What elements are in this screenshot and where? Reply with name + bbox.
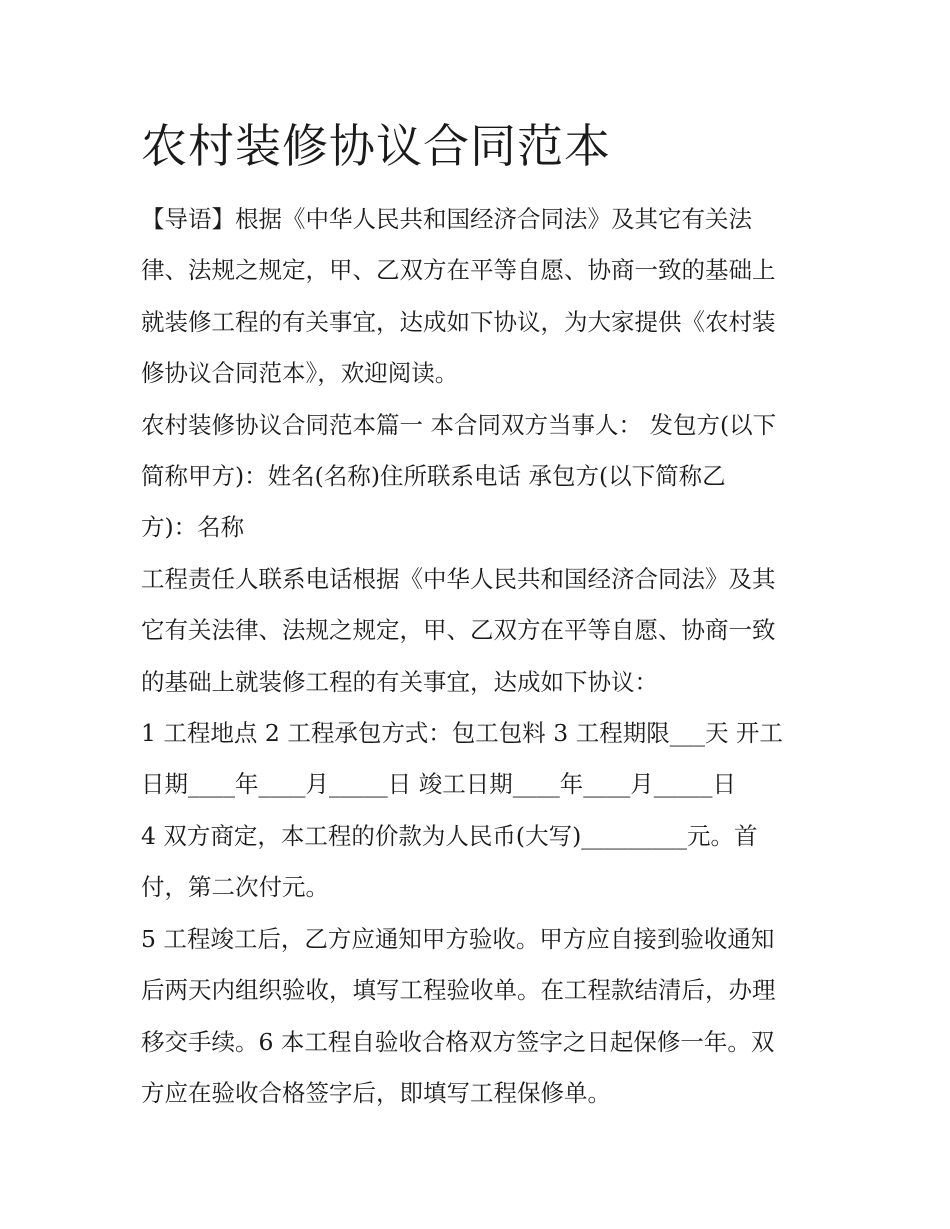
intro-paragraph <box>141 194 813 400</box>
text-line: 5 工程竣工后，乙方应通知甲方验收。甲方应自接到验收通知 <box>141 924 775 953</box>
terms-paragraph-5-6 <box>141 914 813 1120</box>
text-line: 日期____年____月_____日 竣工日期____年____月_____日 <box>141 770 736 799</box>
text-line: 付，第二次付元。 <box>141 873 329 902</box>
parties-paragraph <box>141 400 813 554</box>
document-title: 农村装修协议合同范本 <box>141 119 611 173</box>
text-line: 方)：名称 <box>141 513 245 542</box>
text-line: 简称甲方)：姓名(名称)住所联系电话 承包方(以下简称乙 <box>141 462 726 491</box>
text-line: 的基础上就装修工程的有关事宜，达成如下协议： <box>141 667 658 696</box>
text-line: 后两天内组织验收，填写工程验收单。在工程款结清后，办理 <box>141 976 776 1005</box>
text-line: 律、法规之规定，甲、乙双方在平等自愿、协商一致的基础上 <box>141 256 776 285</box>
terms-paragraph-4 <box>141 811 813 914</box>
text-line: 就装修工程的有关事宜，达成如下协议，为大家提供《农村装 <box>141 307 776 336</box>
text-line: 1 工程地点 2 工程承包方式：包工包料 3 工程期限___天 开工 <box>141 719 783 748</box>
text-line: 4 双方商定，本工程的价款为人民币(大写)_________元。首 <box>141 821 758 850</box>
basis-paragraph <box>141 554 813 708</box>
text-line: 修协议合同范本》，欢迎阅读。 <box>141 359 459 388</box>
text-line: 工程责任人联系电话根据《中华人民共和国经济合同法》及其 <box>141 564 776 593</box>
text-line: 方应在验收合格签字后，即填写工程保修单。 <box>141 1078 611 1107</box>
document-page <box>141 112 813 1119</box>
text-line: 移交手续。6 本工程自验收合格双方签字之日起保修一年。双 <box>141 1027 775 1056</box>
text-line: 【导语】根据《中华人民共和国经济合同法》及其它有关法 <box>141 205 752 233</box>
text-line: 它有关法律、法规之规定，甲、乙双方在平等自愿、协商一致 <box>141 616 776 645</box>
text-line: 农村装修协议合同范本篇一 本合同双方当事人： 发包方(以下 <box>141 410 777 439</box>
terms-paragraph-1-3 <box>141 708 813 811</box>
